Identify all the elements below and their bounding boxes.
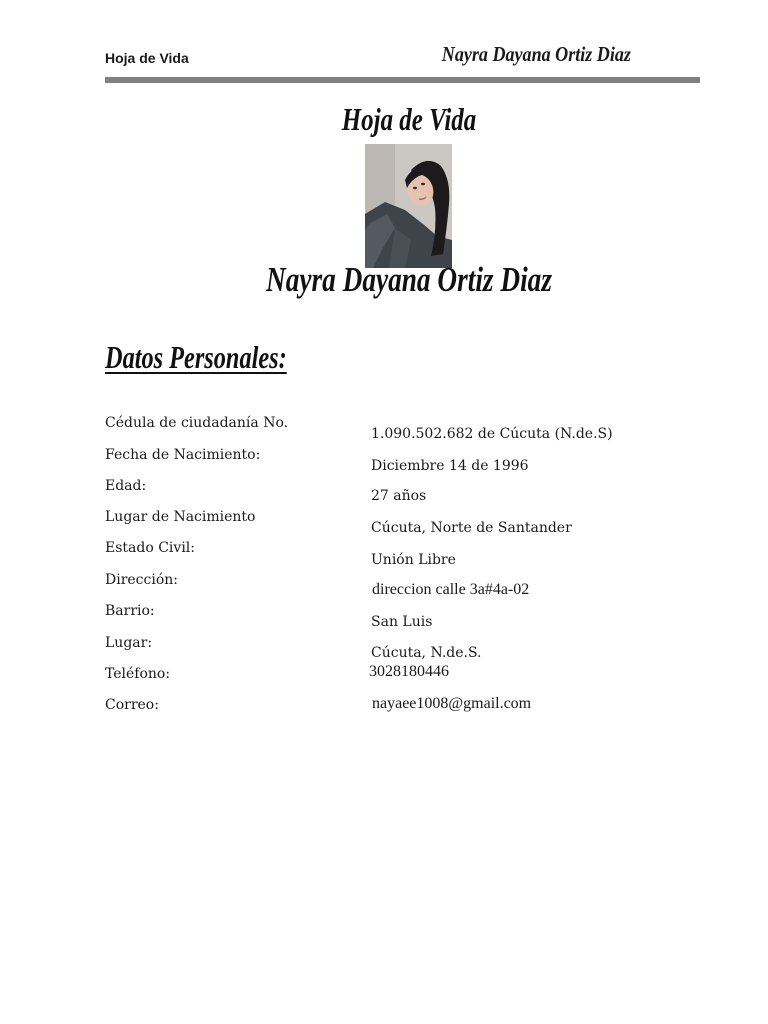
label-cedula: Cédula de ciudadanía No. — [105, 415, 289, 431]
label-correo: Correo: — [105, 697, 159, 713]
label-telefono: Teléfono: — [105, 666, 171, 682]
value-fecha-nacimiento: Diciembre 14 de 1996 — [371, 458, 529, 474]
value-cedula: 1.090.502.682 de Cúcuta (N.de.S) — [371, 426, 613, 442]
label-fecha-nacimiento: Fecha de Nacimiento: — [105, 447, 261, 463]
value-edad: 27 años — [371, 488, 427, 504]
value-barrio: San Luis — [371, 614, 433, 630]
value-correo: nayaee1008@gmail.com — [372, 695, 532, 712]
value-lugar-nacimiento: Cúcuta, Norte de Santander — [371, 520, 572, 536]
value-lugar: Cúcuta, N.de.S. — [371, 645, 482, 661]
header-rule — [105, 77, 700, 83]
value-estado-civil: Unión Libre — [371, 552, 456, 568]
header-name: Nayra Dayana Ortiz Diaz — [441, 42, 631, 66]
person-name: Nayra Dayana Ortiz Diaz — [266, 260, 552, 299]
label-estado-civil: Estado Civil: — [105, 540, 195, 556]
label-lugar-nacimiento: Lugar de Nacimiento — [105, 509, 256, 525]
document-title: Hoja de Vida — [341, 101, 477, 137]
profile-photo — [365, 144, 452, 268]
label-edad: Edad: — [105, 478, 147, 494]
label-lugar: Lugar: — [105, 635, 153, 651]
profile-photo-image — [365, 144, 452, 268]
label-barrio: Barrio: — [105, 603, 155, 619]
value-direccion: direccion calle 3a#4a-02 — [372, 581, 530, 598]
label-direccion: Dirección: — [105, 572, 179, 588]
value-telefono: 3028180446 — [369, 663, 449, 680]
header-title: Hoja de Vida — [105, 50, 189, 66]
section-heading: Datos Personales: — [105, 339, 287, 375]
